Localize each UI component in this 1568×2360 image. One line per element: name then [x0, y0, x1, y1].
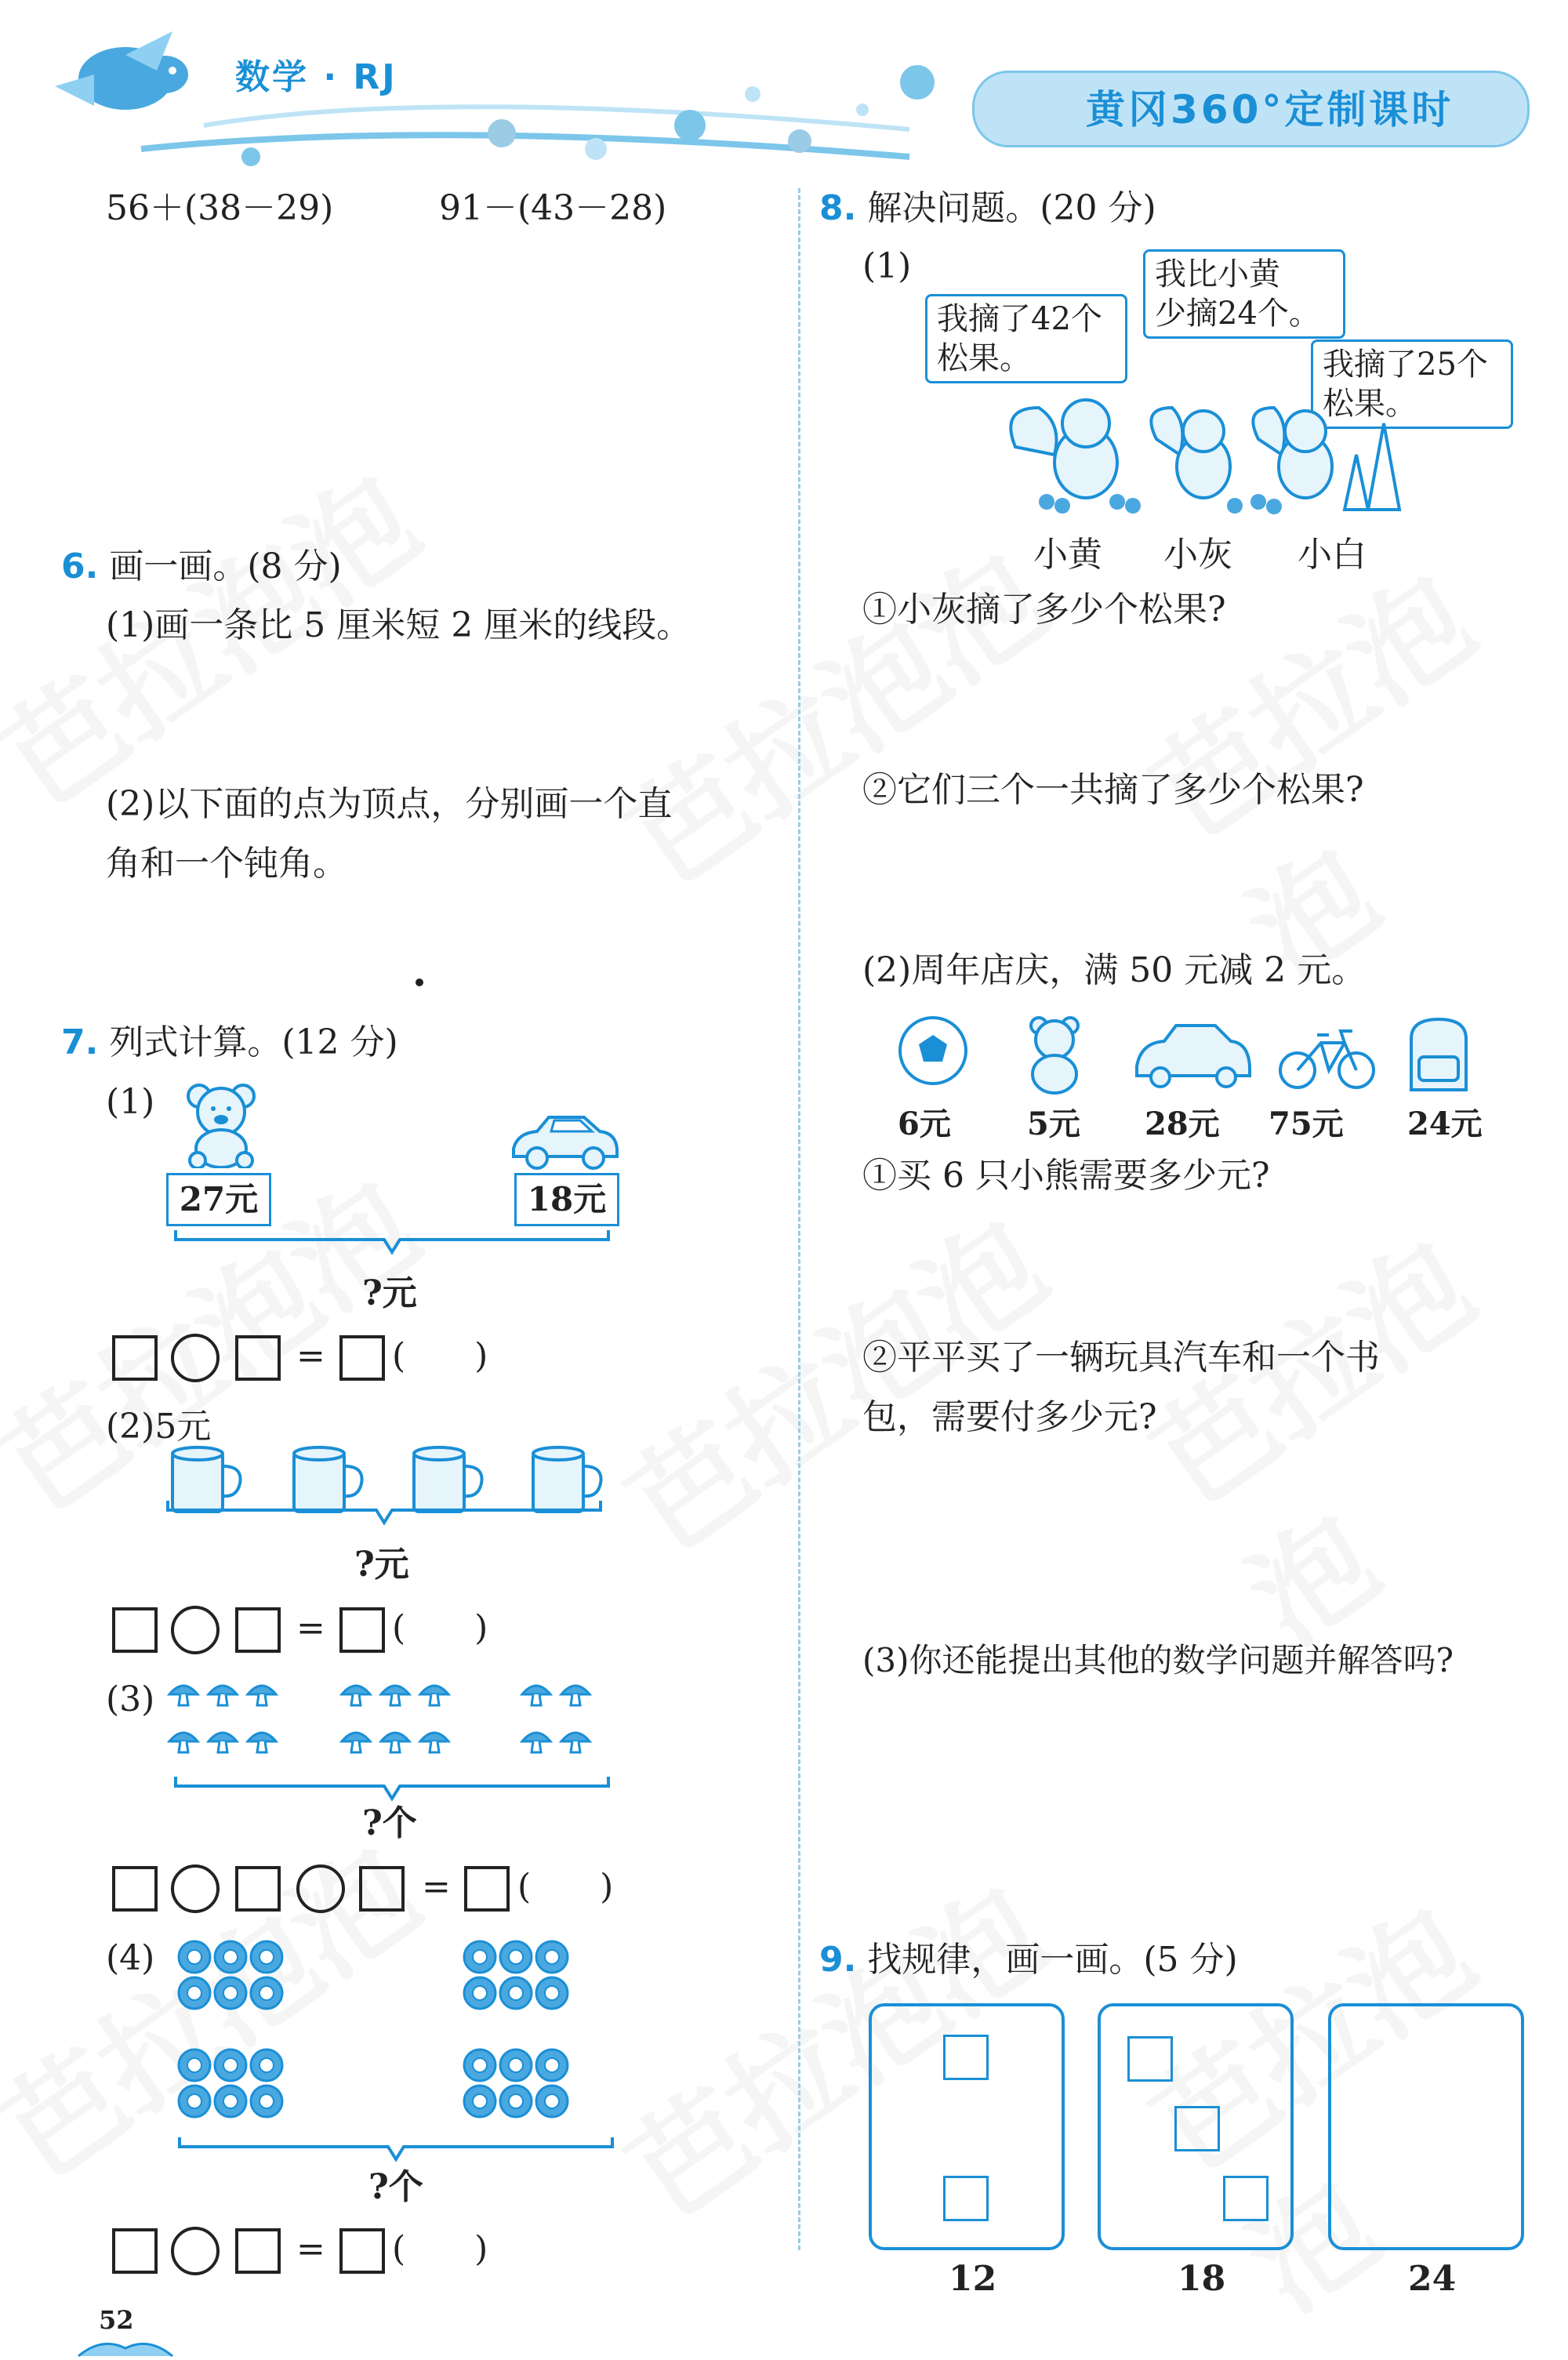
- header-subject: 数学 · RJ: [235, 57, 397, 97]
- answer-box[interactable]: [112, 2228, 158, 2274]
- q7-p4-gears: [172, 1937, 619, 2140]
- answer-box[interactable]: [339, 1607, 385, 1653]
- price-backpack: 24元: [1407, 1106, 1483, 1142]
- price-car: 28元: [1145, 1106, 1220, 1142]
- pattern-square: [1223, 2176, 1269, 2221]
- q7-p2-label: (2)5元: [106, 1407, 212, 1447]
- q7-price-right: 18元: [514, 1173, 619, 1226]
- answer-box[interactable]: [112, 1866, 158, 1912]
- bubble-line: 我比小黄: [1155, 256, 1280, 292]
- pattern-square: [943, 2176, 989, 2221]
- answer-box[interactable]: [464, 1866, 510, 1912]
- squirrels-illustration: [1000, 376, 1423, 517]
- gear-group-2: [464, 1941, 568, 2009]
- squirrel-name-xiaohuang: 小黄: [1033, 535, 1102, 575]
- q8-p1-question1: ①小灰摘了多少个松果?: [862, 590, 1226, 630]
- q6-heading: [61, 543, 342, 590]
- pattern-square: [943, 2035, 989, 2080]
- q7-price-left: 27元: [166, 1173, 271, 1226]
- gear-group-3: [179, 2050, 282, 2117]
- gear-group-1: [179, 1941, 282, 2009]
- q7-p4-label: (4): [106, 1938, 155, 1978]
- q6-part1: (1)画一条比 5 厘米短 2 厘米的线段。: [106, 605, 691, 645]
- equals-sign: =: [296, 1336, 325, 1376]
- operator-circle[interactable]: [171, 1606, 220, 1654]
- q6-title: 画一画。(8 分): [109, 546, 342, 586]
- equals-sign: =: [422, 1867, 451, 1907]
- answer-box[interactable]: [112, 1607, 158, 1653]
- bubble-line: 我摘了25个: [1323, 347, 1488, 383]
- pattern-label-3: 24: [1408, 2259, 1457, 2299]
- q7-p4-brace: [176, 2134, 615, 2166]
- product-images: [886, 1011, 1513, 1098]
- operator-circle[interactable]: [171, 1334, 220, 1382]
- calc-expr-1: 56＋(38－29): [106, 188, 334, 228]
- mushroom-group-2: [342, 1686, 448, 1752]
- q8-p1-label: (1): [862, 246, 912, 286]
- bubble-line: 少摘24个。: [1155, 296, 1320, 332]
- q8-heading: [819, 185, 1156, 232]
- speech-bubble-xiaohui: [1143, 249, 1345, 339]
- q7-p1-brace: [172, 1227, 612, 1258]
- operator-circle[interactable]: [171, 2227, 220, 2275]
- equals-sign: =: [296, 2229, 325, 2269]
- column-divider: [798, 188, 800, 2250]
- answer-box[interactable]: [235, 1335, 281, 1381]
- answer-box[interactable]: [235, 2228, 281, 2274]
- calc-expr-2: 91－(43－28): [439, 188, 667, 228]
- football-icon: [900, 1018, 966, 1084]
- page-number: 52: [99, 2305, 134, 2335]
- squirrel-name-xiaobai: 小白: [1298, 535, 1367, 575]
- q7-p2-total: ?元: [354, 1545, 409, 1585]
- pattern-square: [1127, 2036, 1173, 2082]
- speech-bubble-xiaohuang: [925, 294, 1127, 383]
- squirrel-name-xiaohui: 小灰: [1163, 535, 1232, 575]
- pattern-label-2: 18: [1178, 2259, 1226, 2299]
- q7-p3-total: ?个: [362, 1803, 417, 1843]
- price-teddy: 5元: [1027, 1106, 1080, 1142]
- q8-p2-title: (2)周年店庆，满 50 元减 2 元。: [862, 950, 1367, 990]
- bicycle-icon: [1280, 1031, 1374, 1087]
- q9-heading: [819, 1937, 1238, 1984]
- q7-p3-mushrooms: [165, 1674, 619, 1780]
- watermark: [590, 507, 1072, 916]
- price-bicycle: 75元: [1269, 1106, 1344, 1142]
- q8-title: 解决问题。(20 分): [867, 188, 1156, 228]
- q7-title: 列式计算。(12 分): [109, 1022, 398, 1062]
- mushroom-group-3: [522, 1686, 590, 1752]
- toy-car-icon: [1137, 1026, 1250, 1087]
- book-icon: [71, 2333, 180, 2360]
- bubble-line: 我摘了42个: [937, 301, 1102, 337]
- pattern-label-1: 12: [949, 2259, 997, 2299]
- q6-number: 6.: [61, 546, 99, 586]
- q7-p1-total: ?元: [362, 1273, 417, 1313]
- unit-blank[interactable]: ( ): [517, 1867, 614, 1907]
- header-bird-decoration: [47, 31, 988, 172]
- q7-p2-brace: [165, 1498, 604, 1529]
- header-series-title: 黄冈360°定制课时: [1086, 87, 1454, 133]
- q7-p4-total: ?个: [368, 2167, 423, 2207]
- unit-blank[interactable]: ( ): [392, 1608, 488, 1648]
- gear-group-4: [464, 2050, 568, 2117]
- backpack-icon: [1411, 1019, 1466, 1090]
- bubble-line: 松果。: [1323, 386, 1417, 422]
- q6-part2-line2: 角和一个钝角。: [106, 844, 347, 884]
- q9-number: 9.: [819, 1940, 857, 1980]
- q6-part2-line1: (2)以下面的点为顶点，分别画一个直: [106, 784, 673, 824]
- answer-box[interactable]: [339, 1335, 385, 1381]
- watermark: [1114, 506, 1568, 1009]
- equals-sign: =: [296, 1608, 325, 1648]
- mushroom-group-1: [169, 1686, 276, 1752]
- q7-p3-label: (3): [106, 1679, 155, 1719]
- toy-car-icon: [506, 1109, 623, 1172]
- q8-p2-question1: ①买 6 只小熊需要多少元?: [862, 1156, 1270, 1196]
- operator-circle[interactable]: [296, 1864, 345, 1913]
- answer-box[interactable]: [339, 2228, 385, 2274]
- watermark: [1114, 1173, 1568, 1676]
- unit-blank[interactable]: ( ): [392, 1336, 488, 1376]
- q8-p2-question2-line2: 包，需要付多少元?: [862, 1397, 1157, 1437]
- price-football: 6元: [898, 1106, 951, 1142]
- q8-p1-question2: ②它们三个一共摘了多少个松果?: [862, 770, 1364, 810]
- q6-vertex-dot: [416, 978, 423, 986]
- q8-number: 8.: [819, 188, 857, 228]
- q7-p1-label: (1): [106, 1082, 155, 1122]
- unit-blank[interactable]: ( ): [392, 2229, 488, 2269]
- q7-number: 7.: [61, 1022, 99, 1062]
- pattern-square: [1174, 2106, 1220, 2151]
- bubble-line: 松果。: [937, 340, 1031, 376]
- pattern-card-3-blank[interactable]: [1328, 2003, 1524, 2250]
- answer-box[interactable]: [235, 1607, 281, 1653]
- q8-p3: (3)你还能提出其他的数学问题并解答吗?: [862, 1641, 1454, 1679]
- q9-title: 找规律，画一画。(5 分): [867, 1940, 1238, 1980]
- answer-box[interactable]: [359, 1866, 405, 1912]
- q7-heading: [61, 1019, 398, 1066]
- answer-box[interactable]: [112, 1335, 158, 1381]
- operator-circle[interactable]: [171, 1864, 220, 1913]
- teddy-bear-icon: [1031, 1018, 1078, 1093]
- teddy-bear-icon: [182, 1082, 260, 1168]
- q8-p2-question2-line1: ②平平买了一辆玩具汽车和一个书: [862, 1338, 1380, 1378]
- answer-box[interactable]: [235, 1866, 281, 1912]
